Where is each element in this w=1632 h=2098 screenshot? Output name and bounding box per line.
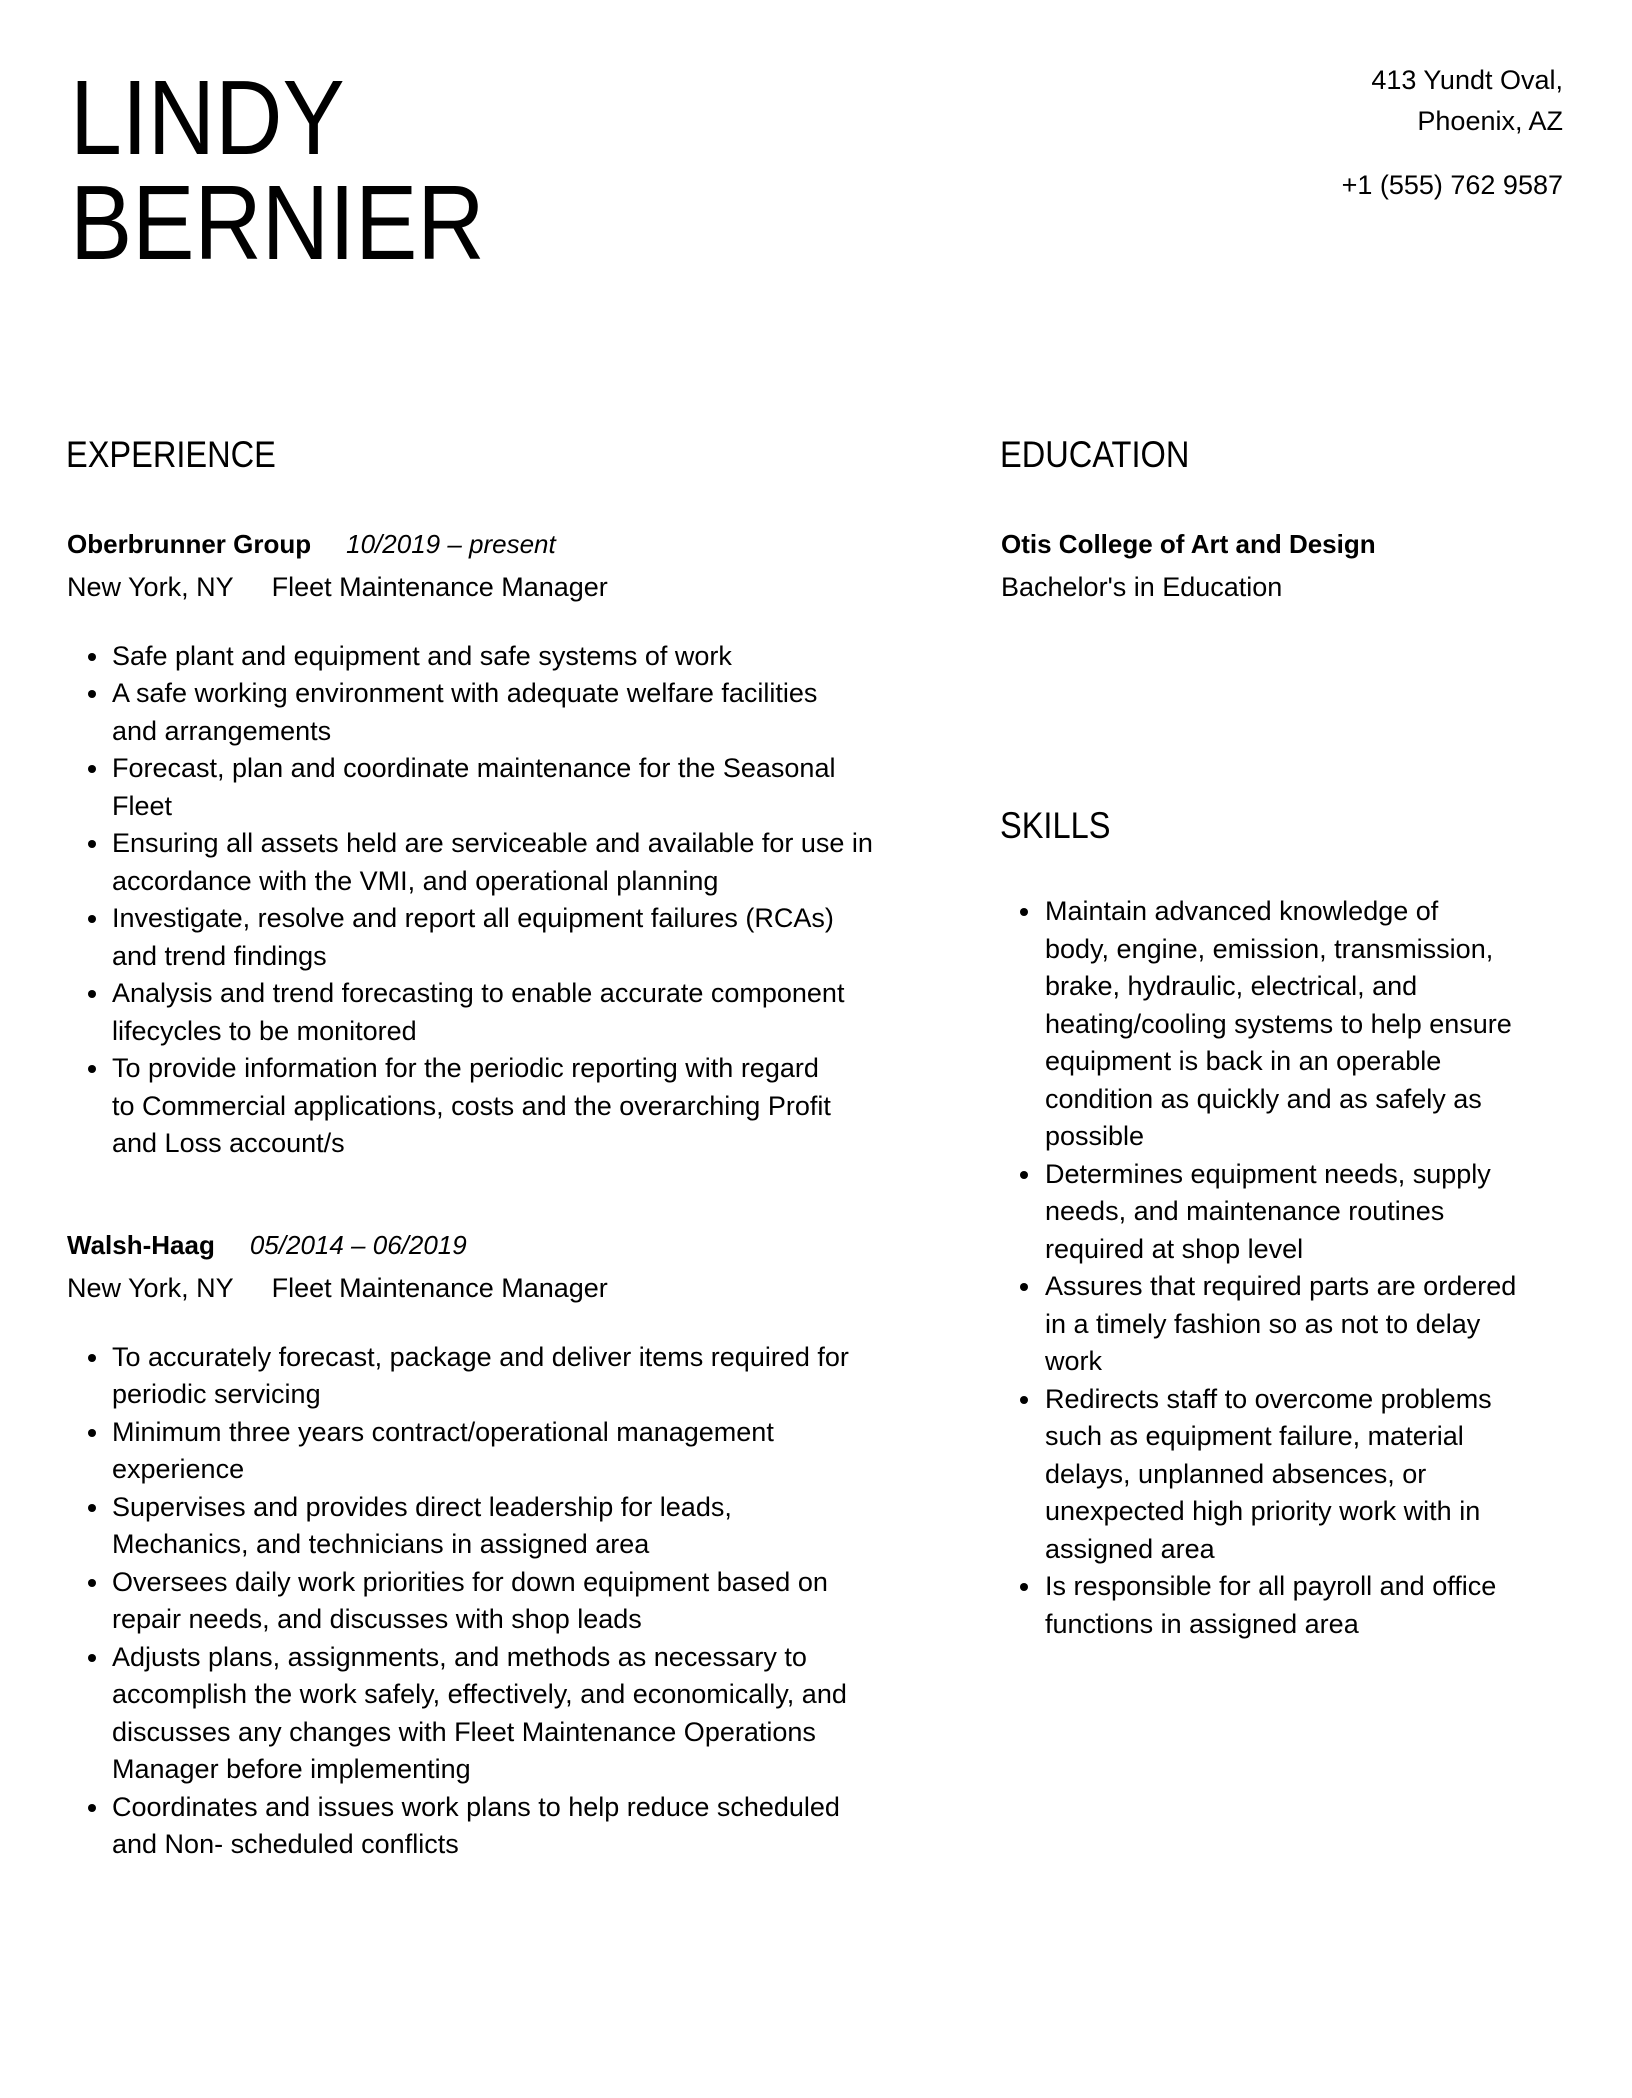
skill-item [1001,893,1601,1156]
bullet-text-line: Maintain advanced knowledge of [1045,896,1439,926]
responsibility-item [67,675,947,750]
bullet-text-line: Adjusts plans, assignments, and methods as necessary to [112,1641,807,1672]
bullet-text-line: heating/cooling systems to help ensure [1045,1008,1512,1039]
bullet-text-line: Forecast, plan and coordinate maintenance for the Seasonal [112,753,836,783]
responsibility-item [67,825,947,900]
entry-header [67,525,947,569]
bullet-text-line: repair needs, and discusses with shop leads [112,1604,642,1634]
bullet-text-line: Investigate, resolve and report all equipment failures (RCAs) [112,903,834,933]
phone-number: +1 (555) 762 9587 [1341,170,1563,200]
job-location: New York, NY [67,1273,234,1303]
responsibilities-list [67,638,947,1163]
bullet-text-line: and Non- scheduled conflicts [112,1829,459,1859]
responsibility-item [67,1564,947,1639]
bullet-text-line: Safe plant and equipment and safe systems of work [112,640,732,671]
bullet-text-line: condition as quickly and as safely as [1045,1083,1482,1114]
bullet-text-line: experience [112,1454,245,1484]
responsibility-item [67,1489,947,1564]
bullet-text-line: needs, and maintenance routines [1045,1196,1445,1226]
bullet-text-line: in a timely fashion so as not to delay [1045,1308,1481,1339]
company-name: Walsh-Haag [67,1230,215,1260]
experience-heading: EXPERIENCE [66,434,276,475]
bullet-text-line: Mechanics, and technicians in assigned area [112,1529,650,1559]
bullet-text-line: periodic servicing [112,1379,321,1409]
skill-item [1001,1156,1601,1269]
skill-item [1001,1381,1601,1569]
experience-entry [67,525,947,1163]
bullet-text-line: and Loss account/s [112,1128,345,1158]
bullet-text-line: Supervises and provides direct leadership for leads, [112,1491,732,1522]
bullet-text-line: Analysis and trend forecasting to enable accurate component [112,978,845,1008]
address-line-1: 413 Yundt Oval, [1371,65,1563,95]
bullet-text-line: accordance with the VMI, and operational planning [112,865,719,896]
bullet-text-line: unexpected high priority work with in [1045,1496,1481,1526]
school-name: Otis College of Art and Design [1001,529,1376,559]
responsibility-item [67,1339,947,1414]
skills-list-container [1001,893,1601,1643]
bullet-text-line: equipment is back in an operable [1045,1046,1442,1076]
bullet-text-line: To accurately forecast, package and deliver items required for [112,1341,849,1372]
job-location: New York, NY [67,572,234,602]
responsibility-item [67,1050,947,1163]
bullet-text-line: delays, unplanned absences, or [1045,1458,1427,1489]
bullet-text-line: brake, hydraulic, electrical, and [1045,971,1418,1001]
bullet-text-line: and arrangements [112,715,332,746]
skill-item [1001,1268,1601,1381]
responsibility-item [67,750,947,825]
bullet-text-line: to Commercial applications, costs and the overarching Profit [112,1090,831,1121]
bullet-text-line: possible [1045,1121,1145,1151]
employment-dates: 05/2014 – 06/2019 [249,1230,467,1260]
responsibility-item [67,638,947,676]
employment-dates: 10/2019 – present [346,529,556,559]
name-first: LINDY [70,59,345,177]
bullet-text-line: Assures that required parts are ordered [1045,1271,1517,1301]
responsibilities-list [67,1339,947,1864]
bullet-text-line: Minimum three years contract/operational management [112,1416,774,1447]
education-entry [1001,525,1376,607]
responsibility-item [67,975,947,1050]
education-heading: EDUCATION [1000,434,1190,475]
candidate-name [70,59,485,282]
bullet-text-line: Redirects staff to overcome problems [1045,1383,1492,1414]
responsibility-item [67,1789,947,1864]
entry-subheader [67,569,947,607]
skill-item [1001,1568,1601,1643]
bullet-text-line: Manager before implementing [112,1754,471,1784]
bullet-text-line: and trend findings [112,940,327,971]
bullet-text-line: Oversees daily work priorities for down equipment based on [112,1566,828,1597]
address-line-2: Phoenix, AZ [1417,106,1563,136]
bullet-text-line: required at shop level [1045,1233,1304,1264]
bullet-text-line: work [1045,1346,1103,1376]
responsibility-item [67,1414,947,1489]
bullet-text-line: Coordinates and issues work plans to help reduce scheduled [112,1791,840,1822]
job-title: Fleet Maintenance Manager [271,1273,608,1303]
responsibility-item [67,1639,947,1789]
company-name: Oberbrunner Group [67,529,312,559]
bullet-text-line: Is responsible for all payroll and office [1045,1571,1497,1601]
bullet-text-line: A safe working environment with adequate welfare facilities [112,678,818,708]
bullet-text-line: discusses any changes with Fleet Maintenance Operations [112,1716,816,1747]
bullet-text-line: functions in assigned area [1045,1608,1359,1639]
degree: Bachelor's in Education [1001,572,1283,602]
skills-list [1001,893,1601,1643]
job-title: Fleet Maintenance Manager [271,572,608,602]
entry-header [67,1226,947,1270]
bullet-text-line: Determines equipment needs, supply [1045,1158,1491,1189]
bullet-text-line: accomplish the work safely, effectively, and economically, and [112,1679,847,1709]
responsibility-item [67,900,947,975]
bullet-text-line: lifecycles to be monitored [112,1015,417,1046]
skills-heading: SKILLS [1000,805,1111,846]
bullet-text-line: Ensuring all assets held are serviceable and available for use in [112,828,873,858]
entry-subheader [67,1270,947,1308]
bullet-text-line: body, engine, emission, transmission, [1045,933,1494,964]
experience-entry [67,1226,947,1864]
bullet-text-line: such as equipment failure, material [1045,1421,1464,1451]
bullet-text-line: To provide information for the periodic reporting with regard [112,1053,819,1083]
bullet-text-line: Fleet [112,790,173,821]
contact-info [1342,60,1563,206]
name-last: BERNIER [70,164,485,282]
bullet-text-line: assigned area [1045,1533,1215,1564]
